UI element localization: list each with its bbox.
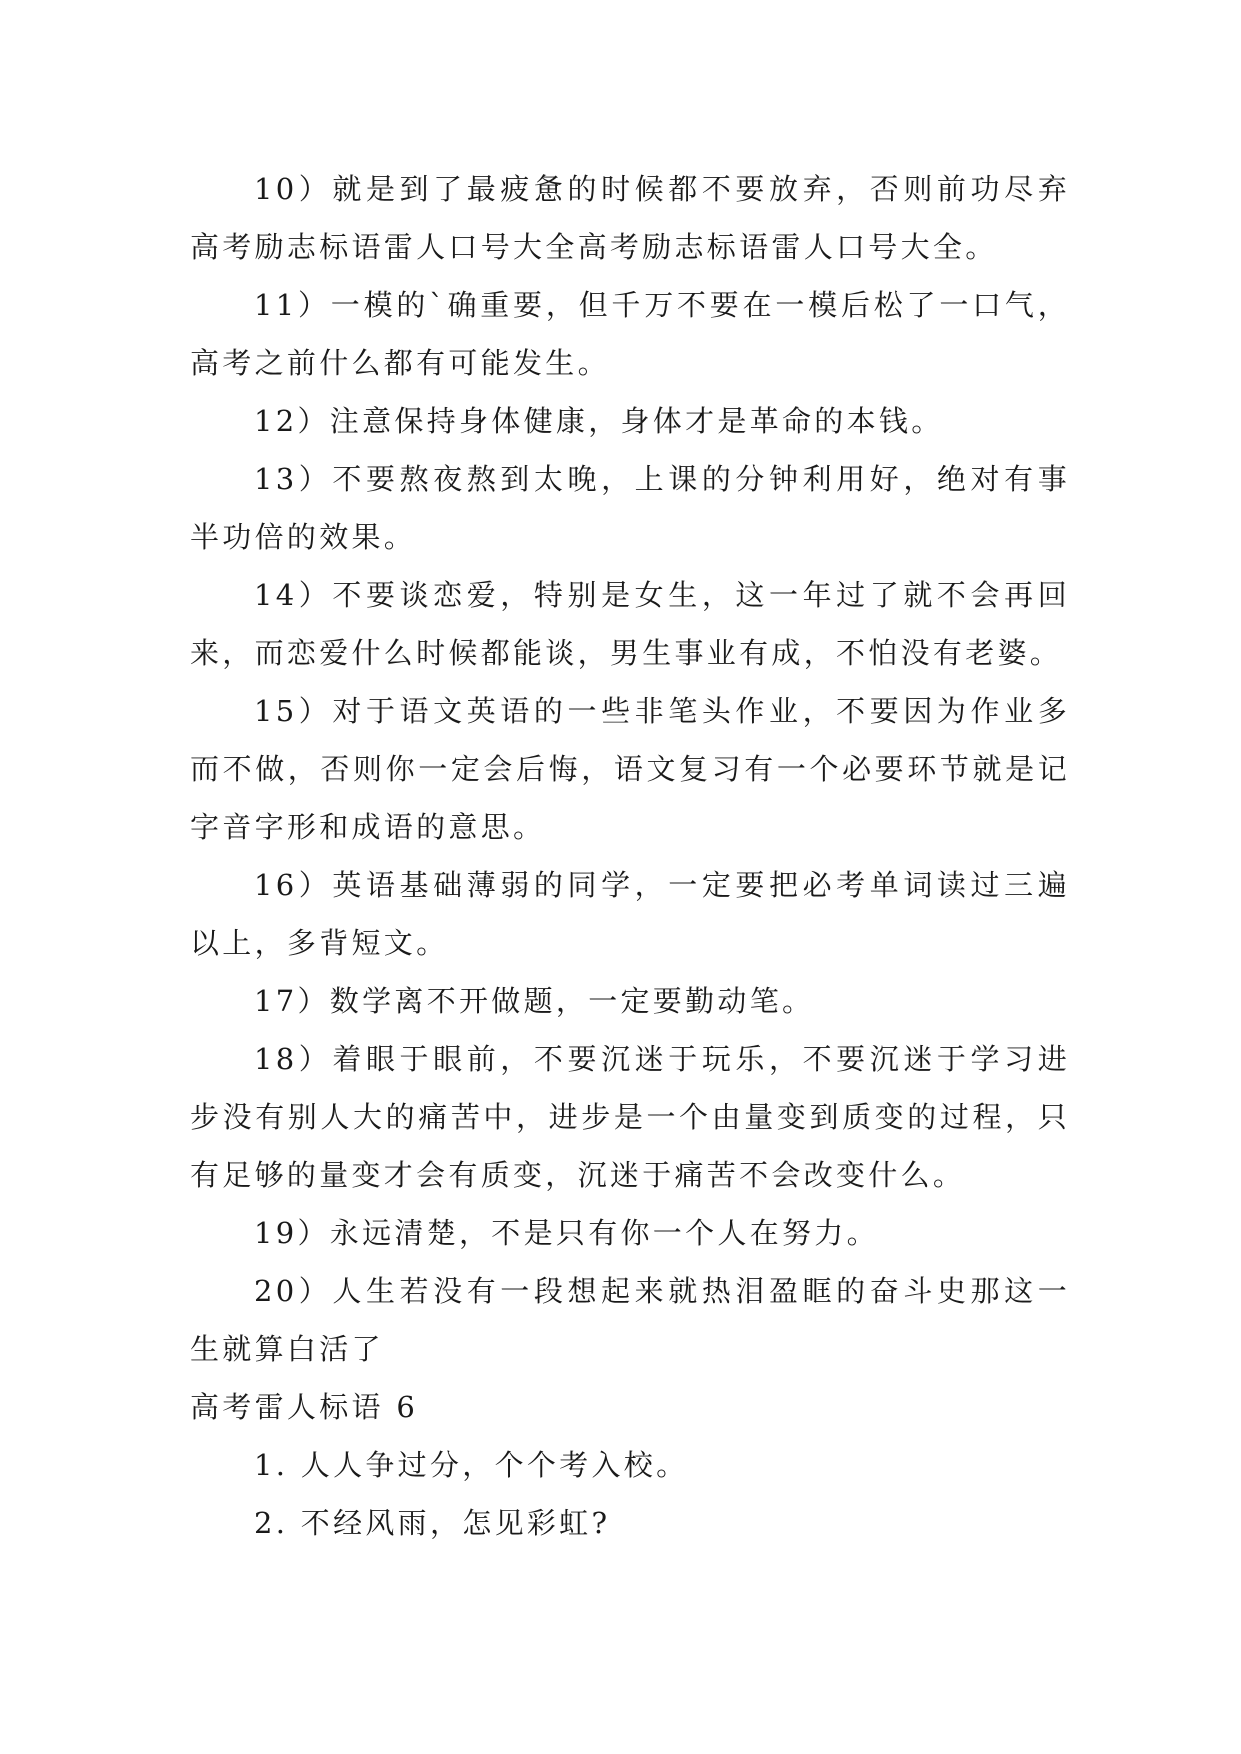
paragraph-11: 11）一模的`确重要，但千万不要在一模后松了一口气，高考之前什么都有可能发生。 — [190, 288, 1070, 380]
paragraph-15: 15）对于语文英语的一些非笔头作业，不要因为作业多而不做，否则你一定会后悔，语文复习有一个必要环节就是记字音字形和成语的意思。 — [190, 694, 1070, 844]
paragraph-19: 19）永远清楚，不是只有你一个人在努力。 — [254, 1216, 879, 1250]
document-body — [190, 160, 1070, 1552]
paragraph-13: 13）不要熬夜熬到太晚，上课的分钟利用好，绝对有事半功倍的效果。 — [190, 462, 1070, 554]
paragraph-14: 14）不要谈恋爱，特别是女生，这一年过了就不会再回来，而恋爱什么时候都能谈，男生事业有成，不怕没有老婆。 — [190, 578, 1070, 670]
paragraph-17: 17）数学离不开做题，一定要勤动笔。 — [254, 984, 815, 1018]
paragraph-18: 18）着眼于眼前，不要沉迷于玩乐，不要沉迷于学习进步没有别人大的痛苦中，进步是一个由量变到质变的过程，只有足够的量变才会有质变，沉迷于痛苦不会改变什么。 — [190, 1042, 1070, 1192]
list-item-1: 1. 人人争过分，个个考入校。 — [254, 1448, 689, 1482]
paragraph-20: 20）人生若没有一段想起来就热泪盈眶的奋斗史那这一生就算白活了 — [190, 1274, 1070, 1366]
list-item-2: 2. 不经风雨，怎见彩虹? — [254, 1506, 611, 1540]
section-heading: 高考雷人标语 6 — [190, 1390, 419, 1424]
paragraph-10: 10）就是到了最疲惫的时候都不要放弃，否则前功尽弃高考励志标语雷人口号大全高考励志标语雷人口号大全。 — [190, 172, 1070, 264]
paragraph-12: 12）注意保持身体健康，身体才是革命的本钱。 — [254, 404, 944, 438]
paragraph-16: 16）英语基础薄弱的同学，一定要把必考单词读过三遍以上，多背短文。 — [190, 868, 1070, 960]
